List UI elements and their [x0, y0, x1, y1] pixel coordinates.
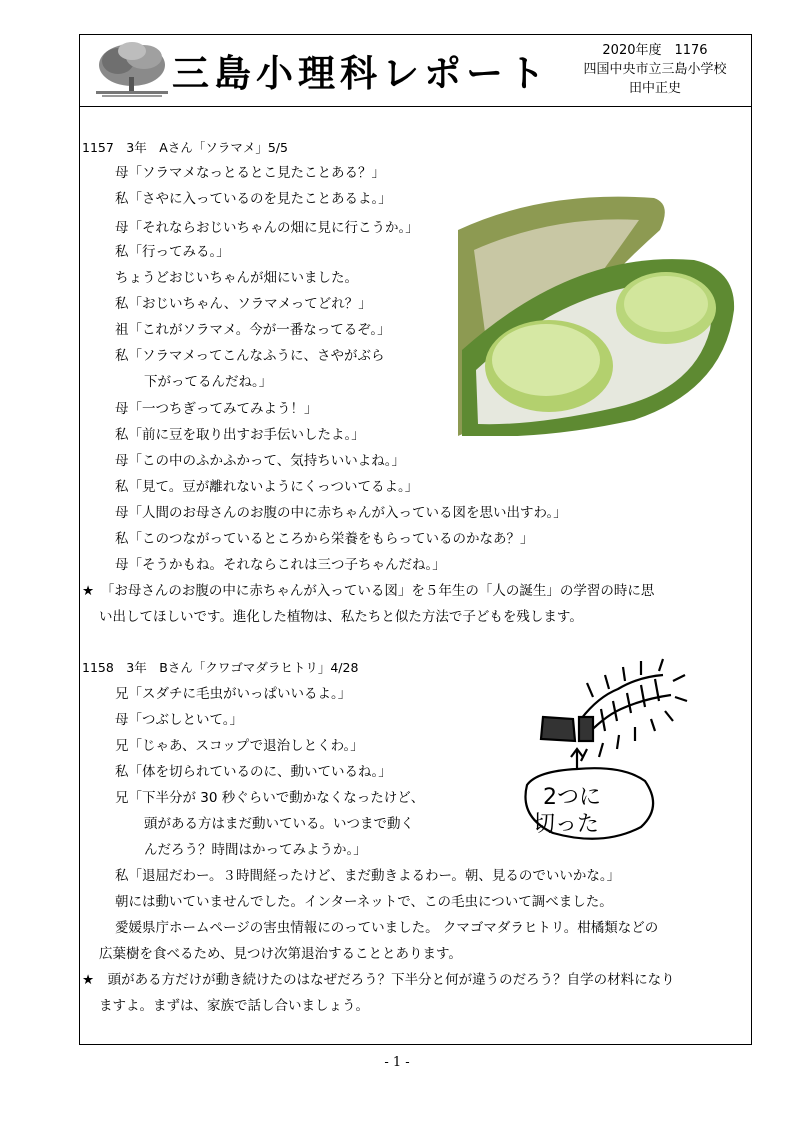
page-title: 三島小理科レポート [172, 52, 550, 95]
report1-line: 私「おじいちゃん、ソラマメってどれ？」 [115, 296, 372, 312]
report1-comment: い出してほしいです。進化した植物は、私たちと似た方法で子どもを残します。 [99, 609, 583, 625]
report1-line: 私「前に豆を取り出すお手伝いしたよ。」 [115, 427, 365, 443]
caterpillar-drawing [513, 657, 688, 847]
report1-line: ちょうどおじいちゃんが畑にいました。 [115, 270, 358, 286]
report1-line: 私「ソラマメってこんなふうに、さやがぶら [115, 348, 385, 364]
report2-line: 母「つぶしといて。」 [115, 712, 243, 728]
report2-line: 私「体を切られているのに、動いているね。」 [115, 764, 392, 780]
report1-line: 母「ソラマメなっとるとこ見たことある？」 [115, 165, 385, 181]
report1-line: 下がってるんだね。」 [144, 374, 273, 390]
report2-line: 頭がある方はまだ動いている。いつまで動く [144, 816, 414, 832]
header-divider [80, 106, 751, 107]
report1-line: 私「行ってみる。」 [115, 244, 230, 260]
issue-info [560, 41, 750, 98]
report2-line: んだろう？時間はかってみようか。」 [144, 842, 367, 858]
report2-comment: ★ 頭がある方だけが動き続けたのはなぜだろう？下半分と何が違うのだろう？自学の材料になり [82, 972, 675, 988]
report1-line: 母「この中のふかふかって、気持ちいいよね。」 [115, 453, 405, 469]
broad-bean-photo [454, 190, 736, 436]
tree-icon [94, 39, 170, 101]
report1-line: 母「それならおじいちゃんの畑に見に行こうか。」 [115, 220, 419, 236]
report1-line: 母「そうかもね。それならこれは三つ子ちゃんだね。」 [115, 557, 446, 573]
report1-line: 母「人間のお母さんのお腹の中に赤ちゃんが入っている図を思い出すわ。」 [115, 505, 567, 521]
report1-heading: 1157 3年 Aさん「ソラマメ」5/5 [82, 140, 288, 155]
issue-number: 2020年度 1176 [602, 43, 708, 58]
report2-line: 兄「スダチに毛虫がいっぱいいるよ。」 [115, 686, 352, 702]
report2-line: 朝には動いていませんでした。インターネットで、この毛虫について調べました。 [115, 894, 613, 910]
report2-line: 私「退屈だわー。３時間経ったけど、まだ動きよるわー。朝、見るのでいいかな。」 [115, 868, 621, 884]
report1-line: 私「このつながっているところから栄養をもらっているのかなあ？」 [115, 531, 534, 547]
report1-line: 母「一つちぎってみてみよう！」 [115, 401, 318, 417]
report2-line: 愛媛県庁ホームページの害虫情報にのっていました。 クマゴマダラヒトリ。柑橘類などの [115, 920, 659, 936]
report2-heading: 1158 3年 Bさん「クワゴマダラヒトリ」4/28 [82, 660, 359, 675]
report2-comment: ますよ。まずは、家族で話し合いましょう。 [99, 998, 369, 1014]
report2-line: 兄「下半分が 30 秒ぐらいで動かなくなったけど、 [115, 790, 425, 806]
school-name: 四国中央市立三島小学校 [583, 62, 727, 77]
page-number: - 1 - [384, 1055, 410, 1070]
report1-line: 祖「これがソラマメ。今が一番なってるぞ。」 [115, 322, 391, 338]
drawing-caption: 切った [533, 812, 600, 837]
drawing-caption: 2つに [543, 785, 601, 810]
author-name: 田中正史 [628, 81, 681, 96]
report1-line: 私「見て。豆が離れないようにくっついてるよ。」 [115, 479, 419, 495]
report1-comment: ★ 「お母さんのお腹の中に赤ちゃんが入っている図」を５年生の「人の誕生」の学習の時に思 [82, 583, 655, 599]
report2-line: 兄「じゃあ、スコップで退治しとくわ。」 [115, 738, 364, 754]
report2-line: 広葉樹を食べるため、見つけ次第退治することとあります。 [99, 946, 462, 962]
report1-line: 私「さやに入っているのを見たことあるよ。」 [115, 191, 392, 207]
